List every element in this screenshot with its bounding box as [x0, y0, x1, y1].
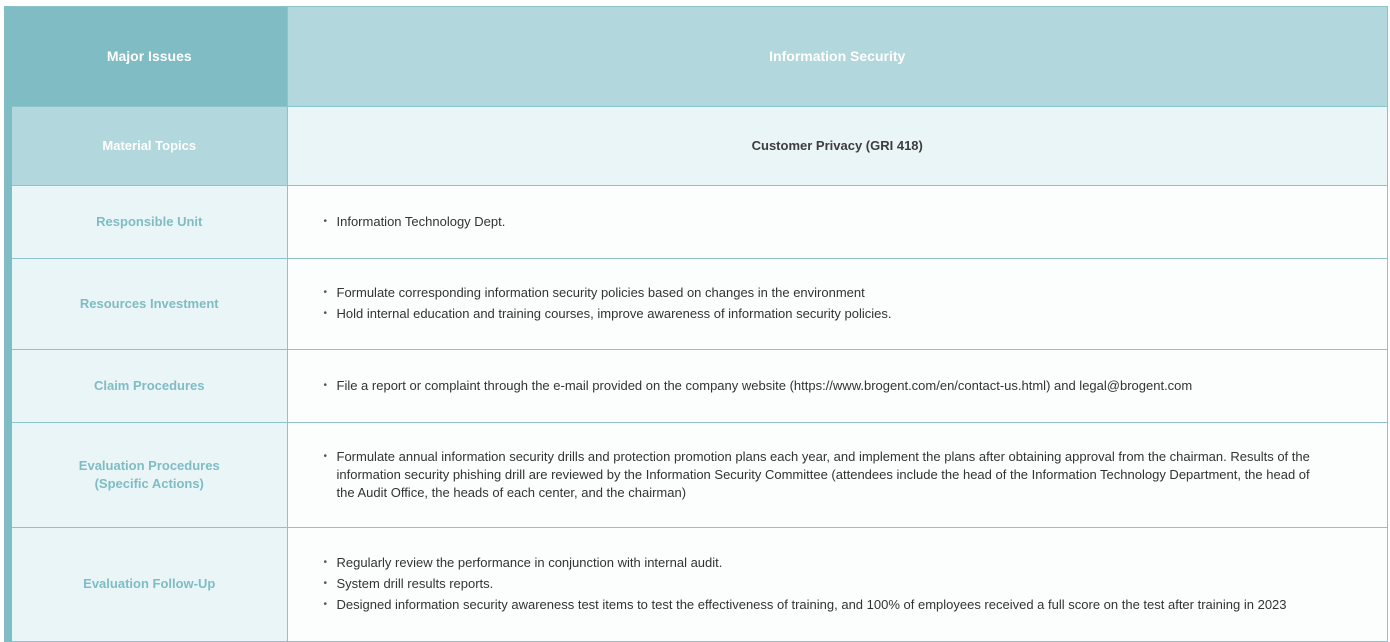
responsible-unit-label: Responsible Unit — [12, 185, 287, 258]
list-item: • Hold internal education and training courses, improve awareness of information security policies. — [324, 305, 1332, 323]
major-issues-label: Major Issues — [12, 7, 287, 106]
claim-procedures-list — [324, 377, 1332, 395]
info-security-table — [12, 7, 1387, 642]
claim-procedures-label: Claim Procedures — [12, 349, 287, 422]
evaluation-procedures-content — [287, 422, 1387, 527]
responsible-unit-content — [287, 185, 1387, 258]
responsible-unit-row — [12, 185, 1387, 258]
list-item: • Formulate corresponding information security policies based on changes in the environment — [324, 284, 1332, 302]
resources-investment-content — [287, 258, 1387, 349]
evaluation-follow-up-list — [324, 554, 1332, 614]
material-topics-label: Material Topics — [12, 106, 287, 185]
evaluation-follow-up-label: Evaluation Follow-Up — [12, 527, 287, 641]
material-topics-value: Customer Privacy (GRI 418) — [287, 106, 1387, 185]
list-item: • System drill results reports. — [324, 575, 1332, 593]
evaluation-procedures-row — [12, 422, 1387, 527]
list-item: • Regularly review the performance in conjunction with internal audit. — [324, 554, 1332, 572]
claim-procedures-row — [12, 349, 1387, 422]
list-item: • File a report or complaint through the e-mail provided on the company website (https://www.brogent.com/en/contact-us.html) and legal@brogent.com — [324, 377, 1332, 395]
evaluation-procedures-list — [324, 448, 1332, 502]
evaluation-procedures-label-line2: (Specific Actions) — [94, 475, 204, 491]
material-topics-row — [12, 106, 1387, 185]
major-issues-value: Information Security — [287, 7, 1387, 106]
evaluation-follow-up-row — [12, 527, 1387, 641]
resources-investment-list — [324, 284, 1332, 323]
claim-procedures-content — [287, 349, 1387, 422]
evaluation-procedures-label-line1: Evaluation Procedures — [78, 457, 220, 473]
info-security-table-frame — [4, 6, 1388, 642]
responsible-unit-list — [324, 213, 1332, 231]
resources-investment-label: Resources Investment — [12, 258, 287, 349]
resources-investment-row — [12, 258, 1387, 349]
list-item: • Formulate annual information security drills and protection promotion plans each year, and implement the plans after obtaining approval from the chairman. Results of the information security phishing drill are reviewed by the Information Security Committee (attendees include the head of the Information Technology Department, the head of the Audit Office, the heads of each center, and the chairman) — [324, 448, 1332, 502]
major-issues-row — [12, 7, 1387, 106]
evaluation-follow-up-content — [287, 527, 1387, 641]
list-item: • Information Technology Dept. — [324, 213, 1332, 231]
evaluation-procedures-label — [12, 422, 287, 527]
list-item: • Designed information security awareness test items to test the effectiveness of training, and 100% of employees received a full score on the test after training in 2023 — [324, 596, 1332, 614]
